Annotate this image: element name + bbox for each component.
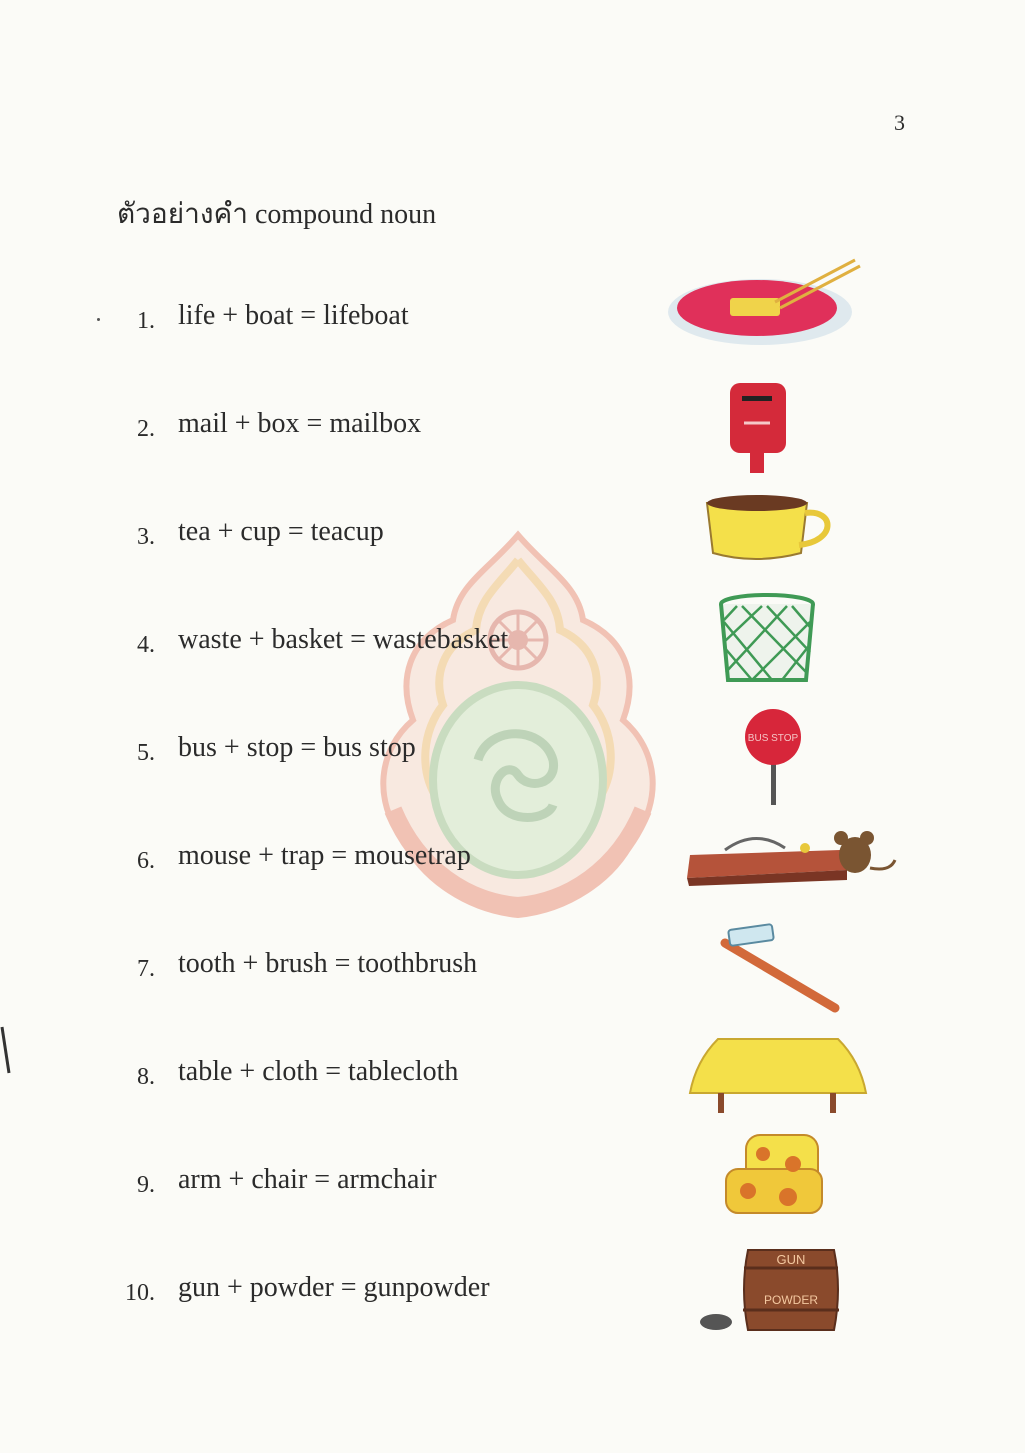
section-heading: ตัวอย่างคำ compound noun	[117, 199, 437, 230]
list-item	[0, 1252, 1025, 1372]
lifeboat-icon	[665, 250, 865, 350]
item-number: 9.	[137, 1172, 155, 1198]
list-item	[0, 948, 1025, 1048]
armchair-icon	[718, 1129, 828, 1224]
compound-equation: tea + cup = teacup	[178, 516, 384, 547]
bus-stop-icon	[738, 707, 808, 807]
compound-equation: bus + stop = bus stop	[178, 732, 416, 763]
compound-equation: gun + powder = gunpowder	[178, 1272, 490, 1303]
item-number: 2.	[137, 416, 155, 442]
compound-equation: tooth + brush = toothbrush	[178, 948, 478, 979]
list-item	[0, 840, 1025, 940]
svg-text:BUS STOP: BUS STOP	[747, 733, 799, 744]
tablecloth-icon	[688, 1031, 868, 1121]
compound-equation: waste + basket = wastebasket	[178, 624, 509, 655]
toothbrush-icon	[715, 923, 845, 1018]
teacup-icon	[685, 491, 845, 571]
list-item	[0, 300, 1025, 400]
list-item	[0, 408, 1025, 508]
compound-equation: mouse + trap = mousetrap	[178, 840, 471, 871]
page-number: 3	[894, 110, 905, 135]
item-number: 10.	[125, 1280, 155, 1306]
mailbox-icon	[722, 378, 802, 478]
item-number: 7.	[137, 956, 155, 982]
item-number: 1.	[137, 308, 155, 334]
wastebasket-icon	[712, 592, 822, 692]
compound-equation: arm + chair = armchair	[178, 1164, 437, 1195]
list-item	[0, 516, 1025, 616]
mousetrap-icon	[665, 810, 900, 895]
list-item	[0, 624, 1025, 724]
item-number: 8.	[137, 1064, 155, 1090]
list-item	[0, 1056, 1025, 1156]
compound-equation: life + boat = lifeboat	[178, 300, 409, 331]
svg-text:POWDER: POWDER	[764, 1293, 818, 1307]
compound-equation: mail + box = mailbox	[178, 408, 422, 439]
item-number: 4.	[137, 632, 155, 658]
item-number: 6.	[137, 848, 155, 874]
svg-text:GUN: GUN	[776, 1252, 806, 1267]
item-number: 3.	[137, 524, 155, 550]
compound-equation: table + cloth = tablecloth	[178, 1056, 459, 1087]
item-number: 5.	[137, 740, 155, 766]
list-item	[0, 1164, 1025, 1264]
gunpowder-icon	[696, 1244, 846, 1339]
